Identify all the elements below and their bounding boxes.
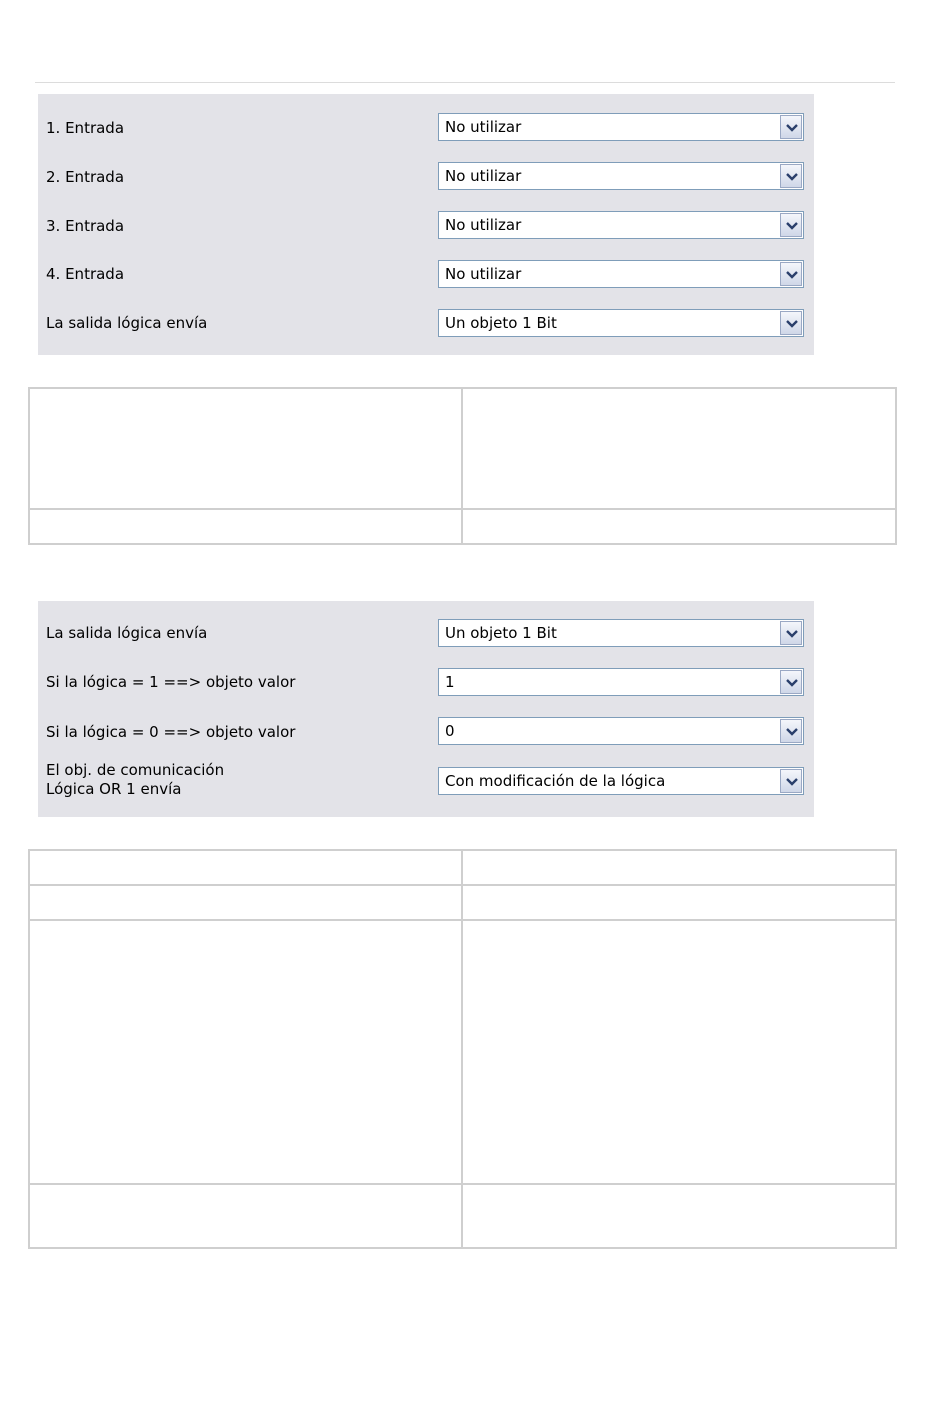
table-row bbox=[29, 1184, 896, 1248]
logic-output-select[interactable] bbox=[438, 309, 804, 337]
input-4-label: 4. Entrada bbox=[46, 265, 125, 283]
chevron-down-icon bbox=[786, 319, 798, 329]
table-row bbox=[29, 509, 896, 544]
comm-object-label-line1: El obj. de comunicación bbox=[46, 761, 225, 779]
dropdown-button[interactable] bbox=[780, 769, 802, 793]
table-cell bbox=[29, 850, 462, 885]
table-row bbox=[29, 388, 896, 509]
chevron-down-icon bbox=[786, 678, 798, 688]
input-4-select[interactable] bbox=[438, 260, 804, 288]
table-cell bbox=[29, 885, 462, 920]
table-row bbox=[29, 920, 896, 1184]
chevron-down-icon bbox=[786, 727, 798, 737]
logic-1-value-label: Si la lógica = 1 ==> objeto valor bbox=[46, 673, 296, 691]
logic-output-label: La salida lógica envía bbox=[46, 314, 208, 332]
input-1-select[interactable] bbox=[438, 113, 804, 141]
chevron-down-icon bbox=[786, 270, 798, 280]
table-cell bbox=[462, 885, 896, 920]
chevron-down-icon bbox=[786, 629, 798, 639]
dropdown-button[interactable] bbox=[780, 719, 802, 743]
input-1-label: 1. Entrada bbox=[46, 119, 125, 137]
comm-object-label bbox=[46, 761, 224, 799]
dropdown-button[interactable] bbox=[780, 670, 802, 694]
logic-1-value-select[interactable] bbox=[438, 668, 804, 696]
input-1-value: No utilizar bbox=[445, 118, 522, 136]
input-2-value: No utilizar bbox=[445, 167, 522, 185]
table-cell bbox=[29, 388, 462, 509]
logic-output-value: Un objeto 1 Bit bbox=[445, 314, 557, 332]
input-3-value: No utilizar bbox=[445, 216, 522, 234]
input-3-select[interactable] bbox=[438, 211, 804, 239]
dropdown-button[interactable] bbox=[780, 164, 802, 188]
input-3-label: 3. Entrada bbox=[46, 217, 125, 235]
description-table-1 bbox=[28, 387, 897, 545]
table-cell bbox=[29, 509, 462, 544]
logic-output-value: Un objeto 1 Bit bbox=[445, 624, 557, 642]
dropdown-button[interactable] bbox=[780, 621, 802, 645]
dropdown-button[interactable] bbox=[780, 115, 802, 139]
input-2-select[interactable] bbox=[438, 162, 804, 190]
table-row bbox=[29, 885, 896, 920]
dropdown-button[interactable] bbox=[780, 311, 802, 335]
description-table-2 bbox=[28, 849, 897, 1249]
comm-object-select[interactable] bbox=[438, 767, 804, 795]
parameter-panel-inputs bbox=[38, 94, 814, 355]
input-2-label: 2. Entrada bbox=[46, 168, 125, 186]
comm-object-value: Con modificación de la lógica bbox=[445, 772, 666, 790]
parameter-panel-logic-output bbox=[38, 601, 814, 817]
logic-0-value-select[interactable] bbox=[438, 717, 804, 745]
logic-output-select[interactable] bbox=[438, 619, 804, 647]
dropdown-button[interactable] bbox=[780, 213, 802, 237]
dropdown-button[interactable] bbox=[780, 262, 802, 286]
table-cell bbox=[462, 388, 896, 509]
logic-1-value: 1 bbox=[445, 673, 455, 691]
table-row bbox=[29, 850, 896, 885]
chevron-down-icon bbox=[786, 221, 798, 231]
table-cell bbox=[462, 509, 896, 544]
table-cell bbox=[462, 850, 896, 885]
table-cell bbox=[29, 920, 462, 1184]
top-divider bbox=[35, 82, 895, 83]
comm-object-label-line2: Lógica OR 1 envía bbox=[46, 780, 182, 798]
chevron-down-icon bbox=[786, 777, 798, 787]
chevron-down-icon bbox=[786, 172, 798, 182]
logic-0-value-label: Si la lógica = 0 ==> objeto valor bbox=[46, 723, 296, 741]
table-cell bbox=[29, 1184, 462, 1248]
chevron-down-icon bbox=[786, 123, 798, 133]
input-4-value: No utilizar bbox=[445, 265, 522, 283]
table-cell bbox=[462, 1184, 896, 1248]
logic-0-value: 0 bbox=[445, 722, 455, 740]
logic-output-label: La salida lógica envía bbox=[46, 624, 208, 642]
table-cell bbox=[462, 920, 896, 1184]
